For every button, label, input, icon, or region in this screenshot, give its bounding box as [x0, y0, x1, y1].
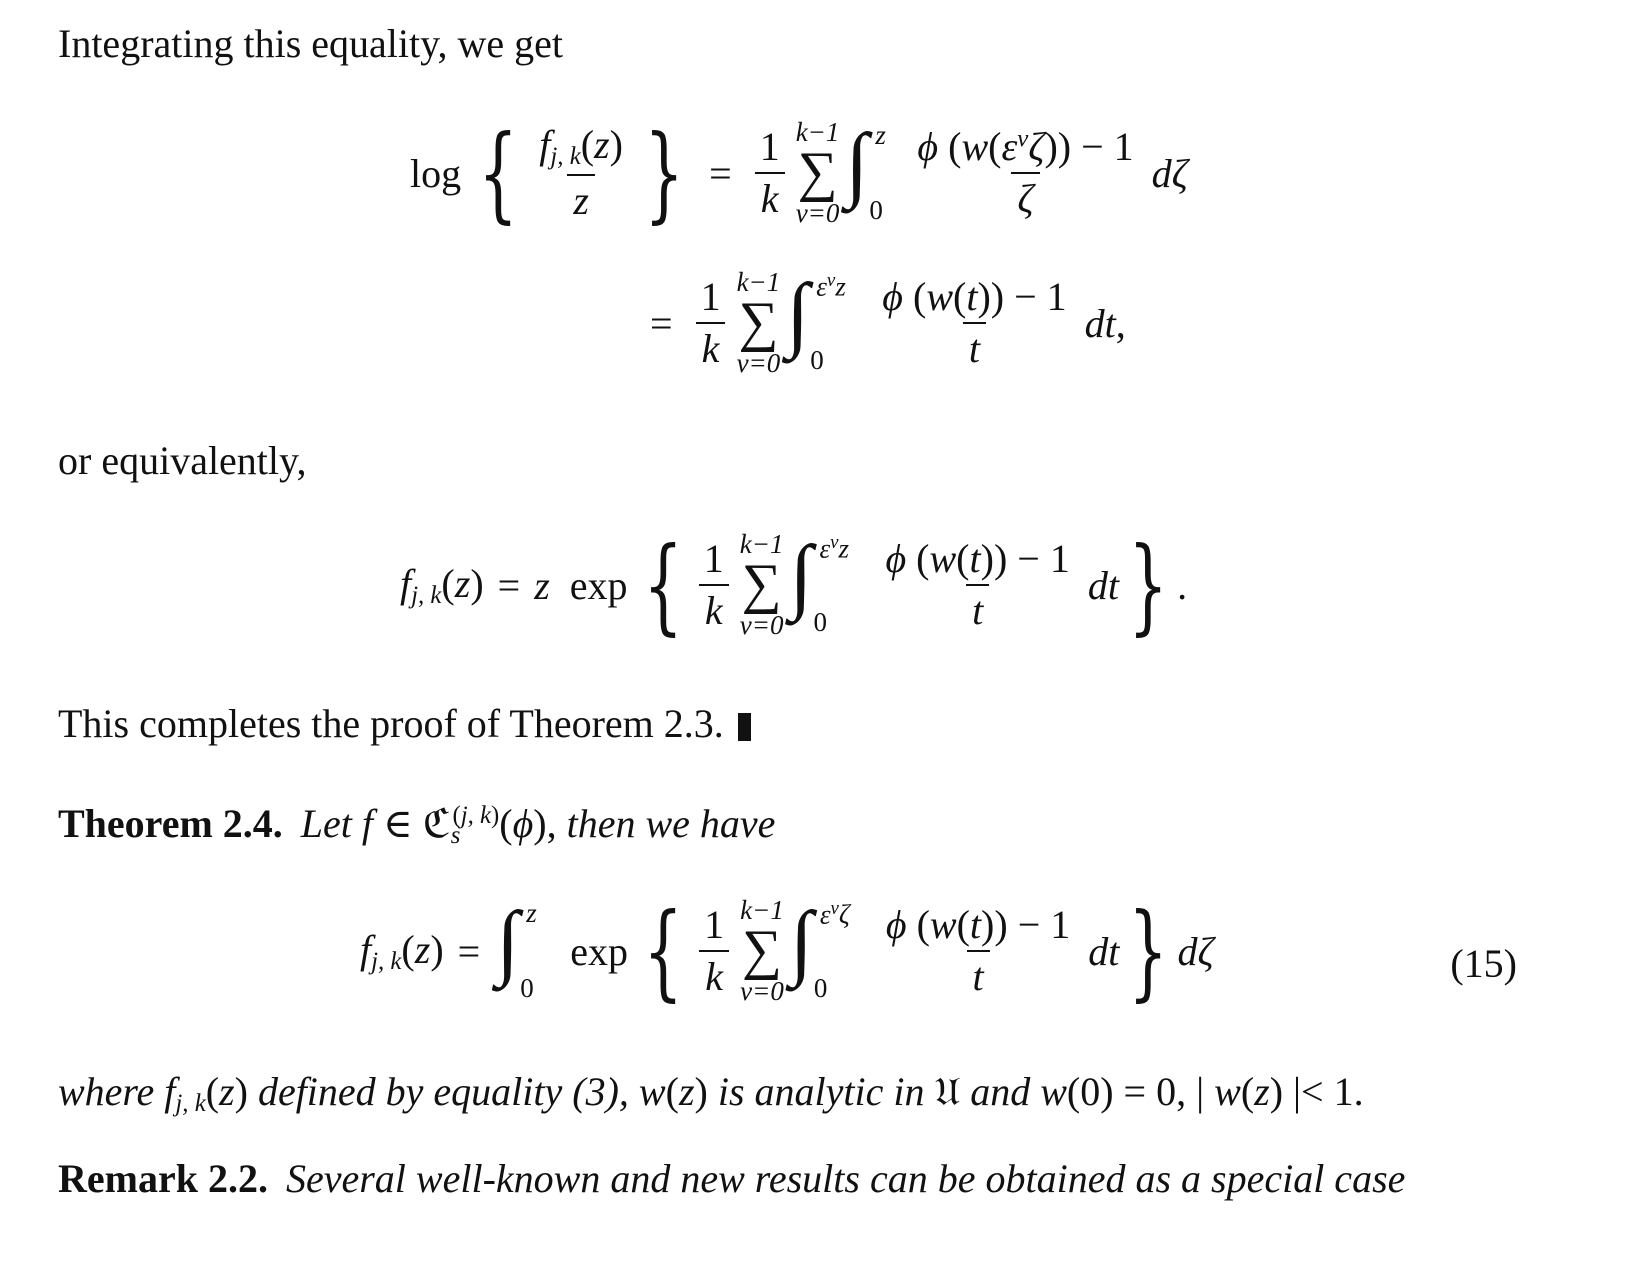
remark-label: Remark 2.2.: [58, 1156, 268, 1201]
proof-end-line: [58, 700, 751, 747]
where-analytic: is analytic in: [717, 1069, 925, 1114]
equation-log-line-2: = $\frac{1}{k}$ k−1 ∑ ν=0 ∫ $\varepsilon^\nu z$ 0 $\frac{\phi (w(t)) - 1}{t}$ dt,: [650, 267, 1126, 378]
qed-icon: [738, 713, 751, 741]
remark-text: Several well-known and new results can be obtained as a special case: [285, 1156, 1406, 1201]
proof-end-text: This completes the proof of Theorem 2.3.: [58, 701, 724, 746]
equation-15: $f_{j, k}(z)$ = ∫ z 0 exp { $\frac{1}{k}$ k−1 ∑ ν=0 ∫ $\varepsilon^\nu\zeta$ 0 $\frac{\phi (w(t)) - 1}{t}$ dt } dζ: [360, 890, 1214, 1012]
equation-number: (15): [1450, 941, 1517, 986]
where-word: where: [58, 1069, 155, 1114]
theorem-then: then we have: [566, 801, 776, 846]
theorem-label: Theorem 2.4.: [58, 801, 283, 846]
intro-text: Integrating this equality, we get: [58, 21, 564, 66]
theorem-statement: Theorem 2.4. Let f ∈ ℭ$_s^{(j, k)}$(ϕ), then we have: [58, 801, 776, 850]
theorem-let: Let: [300, 801, 352, 846]
or-equivalently-text: or equivalently,: [58, 438, 307, 483]
where-defined: defined by equality (3),: [257, 1069, 629, 1114]
where-and: and: [970, 1069, 1031, 1114]
remark: [58, 1155, 1405, 1202]
equation-log-line-1: log { $\frac{f_{j, k}(z)}{z}$ } = $\frac{1}{k}$ k−1 ∑ ν=0 ∫ z 0 $\frac{\phi (w(\varepsilon^\nu\zeta)) - 1}{\zeta}$ dζ: [410, 112, 1188, 234]
where-clause: where $f_{j, k}(z)$ defined by equality (3), w(z) is analytic in 𝔘 and w(0) = 0, | w(z) |< 1.: [58, 1069, 1364, 1118]
equation-exp: $f_{j, k}(z)$ = z exp { $\frac{1}{k}$ k−1 ∑ ν=0 ∫ $\varepsilon^\nu z$ 0 $\frac{\phi (w(t)) - 1}{t}$ dt } .: [400, 524, 1188, 646]
